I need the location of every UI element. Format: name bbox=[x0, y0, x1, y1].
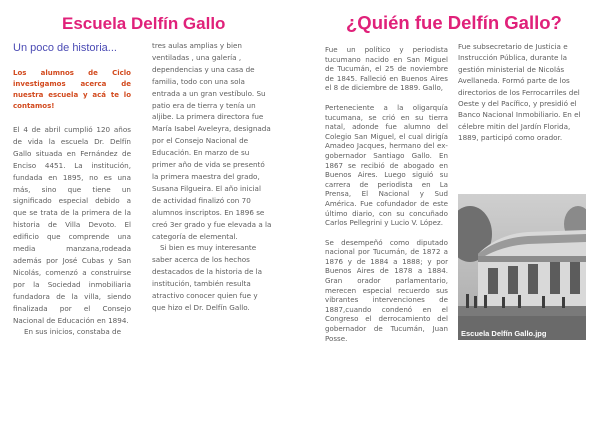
bio-paragraph-2: Perteneciente a la oligarquía tucumana, se crió en su tierra natal, adonde fue alumno del Colegio San Miguel, el cual dirigía Amadeo Jacques, hermano del ex-gobernador Santiago Gallo. En 1867 se recibió de abogado en Buenos Aires. Luego siguió su carrera de periodista en La Prensa, El Nacional y Sud América. Fue cofundador de este último diario, con su concuñado Carlos Pellegrini y Lucio V. López. bbox=[325, 102, 448, 228]
photo-caption: Escuela Delfín Gallo.jpg bbox=[461, 329, 547, 338]
left-column-1 bbox=[13, 68, 131, 338]
right-column-1 bbox=[325, 45, 448, 353]
right-page-title: ¿Quién fue Delfín Gallo? bbox=[346, 12, 562, 33]
left-column-2 bbox=[152, 40, 272, 314]
history-paragraph-3: Si bien es muy interesante saber acerca de los hechos destacados de la historia de la institución, también resulta atractivo conocer quien fue y que hizo el Dr. Delfín Gallo. bbox=[152, 243, 263, 312]
left-page-title: Escuela Delfín Gallo bbox=[62, 14, 226, 33]
left-subtitle: Un poco de historia... bbox=[13, 42, 117, 54]
right-column-2 bbox=[458, 41, 584, 144]
bio-paragraph-4: Fue subsecretario de Justicia e Instrucción Pública, durante la gestión ministerial de Nicolás Avellaneda. Formó parte de los directorios de los Ferrocarriles del Oeste y del Pacífico, y presidió el Banco Nacional Inmobiliario. En el célebre mitin del Jardín Florida, 1889, participó como orador. bbox=[458, 42, 581, 143]
history-paragraph-2-cont: tres aulas amplias y bien ventiladas , una galería , dependencias y una casa de familia, todo con una sola entrada a un gran vestíbulo. Su patio era de tierra y tenía un aljibe. La primera directora fue María Isabel Aveleyra, designada por el Consejo Nacional de Educación. En marzo de su primer año de vida se presentó la primera maestra del grado, Susana Filgueira. El año inicial de actividad finalizó con 70 alumnos inscriptos. En 1896 se creó 3er grado y fue elevada a la categoría de elemental. bbox=[152, 41, 272, 241]
school-photo bbox=[458, 194, 586, 340]
history-paragraph-2-start: En sus inicios, constaba de bbox=[24, 327, 122, 337]
lead-paragraph: Los alumnos de Ciclo investigamos acerca de nuestra escuela y acá te lo contamos! bbox=[13, 69, 131, 110]
bio-paragraph-3: Se desempeñó como diputado nacional por Tucumán, de 1872 a 1876 y de 1884 a 1888; y por Buenos Aires de 1878 a 1884. Gran orador parlamentario, merecen especial recuerdo sus vibrantes intervenciones de 1887,cuando condenó en el Congreso el derrocamiento del gobernador de Tucumán, Juan Posse. bbox=[325, 237, 448, 343]
history-paragraph-1: El 4 de abril cumplió 120 años de vida la escuela Dr. Delfín Gallo situada en Fernández de Enciso 4451. La institución, fundada en 1895, no es una más, sino que tiene un significado especial debido a que se trata de la primera de la historia de Villa Devoto. El edificio que comprende una media manzana,rodeada además por José Cubas y San Nicolás, comenzó a construirse por la Sociedad inmobiliaria fundadora de la villa, siendo finalizada por el Consejo Nacional de Educación en 1894. bbox=[13, 125, 131, 325]
bio-paragraph-1: Fue un político y periodista tucumano nacido en San Miguel de Tucumán, el 25 de noviembre de 1845. Falleció en Buenos Aires el 8 de diciembre de 1889. Gallo, bbox=[325, 45, 448, 93]
